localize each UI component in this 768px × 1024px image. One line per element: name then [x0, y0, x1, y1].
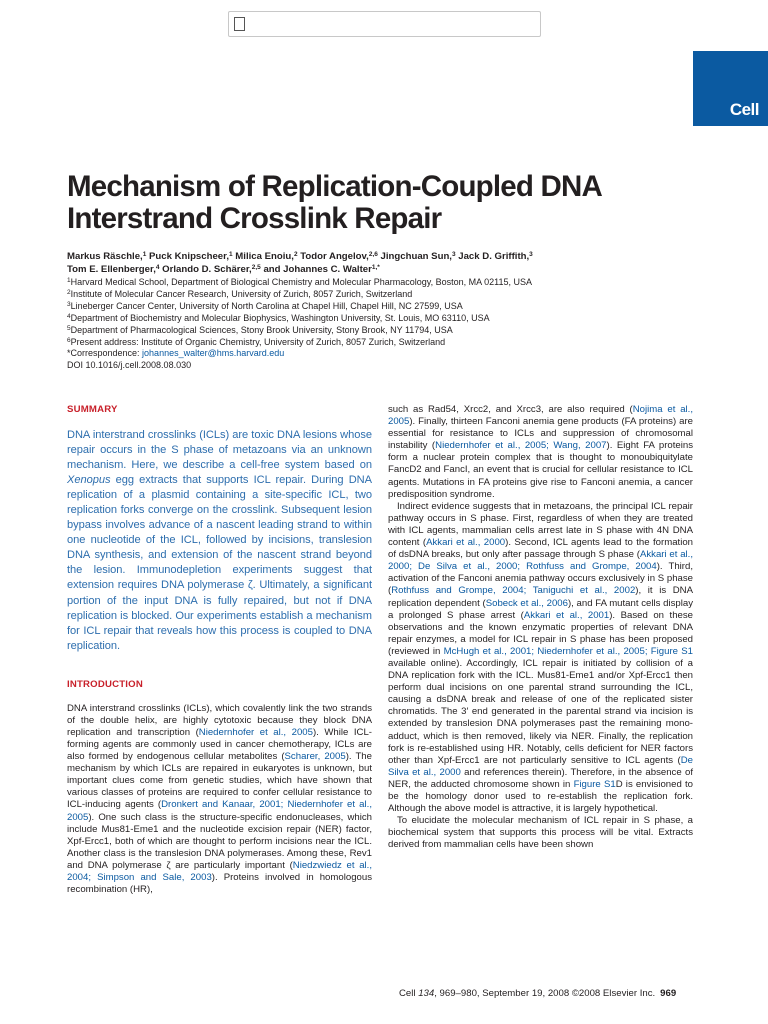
affiliation — [67, 325, 697, 337]
author-name: Todor Angelov, — [297, 251, 369, 262]
citation-link[interactable]: Dronkert and Kanaar, 2001; Niedernhofer et al., 2005 — [67, 799, 372, 823]
author-name: Jack D. Griffith, — [455, 251, 530, 262]
paragraph — [388, 815, 693, 851]
citation-link[interactable]: Niedernhofer et al., 2005; Wang, 2007 — [435, 440, 607, 452]
affiliation-text: Institute of Molecular Cancer Research, University of Zurich, 8057 Zurich, Switzerland — [70, 288, 413, 299]
affiliation-number: 5 — [67, 324, 71, 332]
citation-link[interactable]: Rothfuss and Grompe, 2004; Taniguchi et al., 2002 — [391, 585, 636, 597]
affiliation-number: 6 — [67, 336, 71, 344]
author-name: Jingchuan Sun, — [377, 251, 452, 262]
citation-link[interactable]: Sobeck et al., 2006 — [485, 597, 568, 609]
paragraph — [388, 501, 693, 815]
journal-logo — [693, 51, 768, 126]
correspondence-email[interactable]: johannes_walter@hms.harvard.edu — [142, 348, 285, 359]
affiliation — [67, 277, 697, 289]
affiliation-number: 3 — [67, 300, 71, 308]
affiliation-marker: 3 — [529, 251, 533, 258]
citation-link[interactable]: Nojima et al., 2005 — [388, 404, 693, 428]
affiliation — [67, 301, 697, 313]
text-run: available online). Accordingly, ICL repair is initiated by collision of a DNA replication fork with the ICL. Mus81-Eme1 and/or Xpf-Ercc1 then perform dual incisions on one parental strand surrounding the ICL, causing a dsDNA break and release of one of the replicated sister chromatids. The 3′ end generated in the parental strand via incision is extended by translesion DNA polymerases past the remaining mono-adduct, which is then removed, likely via NER. Finally, the replication fork is re-established using HR. Notably, cells deficient for NER factors other than Xpf-Ercc1 are not particularly sensitive to ICL agents ( — [388, 657, 693, 766]
text-run: ), and FA mutant cells display a prolonged S phase arrest ( — [388, 597, 693, 621]
affiliation — [67, 313, 697, 325]
text-run: ). The mechanism by which ICLs are repaired in eukaryotes is unknown, but important clues come from genetic studies, which have shown that various classes of proteins are required to confer cellular resistance to ICL-inducing agents ( — [67, 751, 372, 811]
text-run: ). Finally, thirteen Fanconi anemia gene products (FA proteins) are essential for resistance to ICLs and suppression of chromosomal instability ( — [388, 416, 693, 452]
left-column — [67, 404, 372, 896]
citation-link[interactable]: De Silva et al., 2000 — [388, 754, 693, 778]
text-run: ). Third, activation of the Fanconi anemia pathway occurs exclusively in S phase ( — [388, 561, 693, 597]
journal-logo-text: Cell — [729, 100, 759, 119]
text-run: ), it is DNA replication dependent ( — [388, 585, 693, 609]
text-run: ). Proteins involved in homologous recombination (HR), — [67, 872, 372, 896]
citation-link[interactable]: Akkari et al., 2001 — [523, 609, 610, 621]
text-run: ). While ICL-forming agents are commonly used in cancer chemotherapy, ICLs are also formed by endogenous cellular metabolites ( — [67, 726, 372, 763]
affiliation-marker: 2 — [293, 251, 298, 258]
affiliations — [67, 277, 697, 372]
affiliation-text: Present address: Institute of Organic Chemistry, University of Zurich, 8057 Zurich, Switzerland — [70, 336, 446, 347]
text-run: ). One such class is the structure-specific endonucleases, which include Mus81-Eme1 and the nucleotide excision repair (NER) factor, Xpf-Ercc1, both of which are thought to perform incisions near the ICL. Another class is the translesion DNA polymerases. Among these, Rev1 and DNA polymerase ζ are particularly important ( — [67, 811, 372, 871]
affiliation-marker: 1,* — [371, 264, 380, 271]
citation-link[interactable]: Akkari et al., 2000; De Silva et al., 2000; Rothfuss and Grompe, 2004 — [388, 549, 693, 573]
doi: DOI 10.1016/j.cell.2008.08.030 — [67, 360, 192, 371]
author-name: Tom E. Ellenberger, — [67, 264, 156, 275]
affiliation-marker: 1 — [229, 251, 233, 258]
author-name: Orlando D. Schärer, — [159, 264, 252, 275]
affiliation-text: Lineberger Cancer Center, University of North Carolina at Chapel Hill, Chapel Hill, NC 27599, USA — [70, 300, 463, 311]
affiliation-text: Harvard Medical School, Department of Biological Chemistry and Molecular Pharmacology, Boston, MA 02115, USA — [70, 277, 533, 287]
affiliation-text: Department of Pharmacological Sciences, Stony Brook University, Stony Brook, NY 11794, USA — [70, 324, 453, 335]
text-run: ). Based on these observations and the known enzymatic properties of relevant DNA repair enzymes, a model for ICL repair in S phase has been proposed (reviewed in — [388, 609, 693, 657]
citation-link[interactable]: Scharer, 2005 — [284, 751, 346, 763]
text-run: ). Eight FA proteins form a nuclear protein complex that is thought to monoubiquitylate FancD2 and FancI, an event that is crucial for cellular resistance to ICL agents. Mutations in FA proteins give rise to Fanconi anemia, a cancer predisposition syndrome. — [388, 440, 694, 500]
italic-term: Xenopus — [67, 474, 111, 487]
text-run: egg extracts that supports ICL repair. During DNA replication of a plasmid containing a site-specific ICL, two replication forks converge on the crosslink. Subsequent lesion bypass involves advance of a nascent leading strand to within one nucleotide of the ICL, followed by incisions, translesion DNA synthesis, and extension of the nascent strand beyond the lesion. Immunodepletion experiments suggest that extension requires DNA polymerase ζ. Ultimately, a significant portion of the input DNA is fully repaired, but not if DNA replication is blocked. Our experiments establish a mechanism for ICL repair that reveals how this process is coupled to DNA replication. — [67, 474, 372, 652]
introduction-text — [67, 703, 372, 897]
text-run: D is envisioned to be the homology donor used to re-establish the replication fork. Although the above model is attractive, it is largely hypothetical. — [388, 778, 694, 815]
author-line-1 — [67, 250, 687, 263]
affiliation-marker: 1 — [142, 251, 147, 258]
correspondence: *Correspondence: johannes_walter@hms.harvard.edu — [67, 348, 285, 359]
text-run: such as Rad54, Xrcc2, and Xrcc3, are also required ( — [388, 404, 633, 415]
author-list — [67, 250, 687, 276]
viewer-toolbar[interactable] — [228, 11, 541, 37]
article-title: Mechanism of Replication-Coupled DNA Interstrand Crosslink Repair — [67, 170, 601, 235]
text-run: To elucidate the molecular mechanism of ICL repair in S phase, a biochemical system that supports this process will be vital. Extracts derived from mammalian cells have been shown — [388, 815, 693, 851]
author-line-2 — [67, 263, 687, 276]
text-run: DNA interstrand crosslinks (ICLs), which covalently link the two strands of the double helix, are highly cytotoxic because they block DNA replication and transcription ( — [67, 702, 372, 738]
author-name: Milica Enoiu, — [232, 251, 294, 262]
right-column — [388, 404, 693, 851]
page-footer: Cell 134, 969–980, September 19, 2008 ©2008 Elsevier Inc. 969 — [399, 988, 677, 999]
affiliation-text: Department of Biochemistry and Molecular Biophysics, Washington University, St. Louis, MO 63110, USA — [70, 312, 490, 323]
citation-link[interactable]: Niedernhofer et al., 2005 — [198, 726, 313, 738]
affiliation-number: 2 — [67, 288, 71, 296]
affiliation-marker: 2,5 — [251, 264, 261, 271]
page-number: 969 — [660, 988, 677, 999]
citation-link[interactable]: McHugh et al., 2001; Niedernhofer et al., 2005; Figure S1 — [443, 645, 693, 657]
text-run: Indirect evidence suggests that in metazoans, the principal ICL repair pathway occurs in S phase. First, regardless of when they are treated with ICL agents, mammalian cells arrest late in S phase with 4N DNA content ( — [388, 500, 693, 549]
citation-link[interactable]: Niedzwiedz et al., 2004; Simpson and Sale, 2003 — [67, 859, 373, 884]
introduction-heading: INTRODUCTION — [67, 678, 143, 690]
author-name: Puck Knipscheer, — [146, 251, 230, 262]
page-icon[interactable] — [234, 17, 245, 31]
text-run: ). Second, ICL agents lead to the formation of dsDNA breaks, but only after passage through S phase ( — [388, 537, 693, 561]
citation-link[interactable]: Akkari et al., 2000 — [426, 537, 506, 549]
affiliation-marker: 3 — [451, 251, 456, 258]
affiliation — [67, 337, 697, 349]
paragraph — [388, 404, 693, 501]
affiliation-number: 1 — [67, 277, 71, 284]
affiliation-marker: 4 — [155, 264, 160, 271]
affiliation-marker: 2,6 — [368, 251, 378, 258]
volume-number: 134 — [418, 988, 435, 999]
affiliation — [67, 289, 697, 301]
affiliation-number: 4 — [67, 312, 71, 320]
summary-text — [67, 428, 372, 654]
text-run: and references therein). Therefore, in the absence of NER, the adducted chromosome shown in — [388, 766, 693, 790]
summary-heading: SUMMARY — [67, 404, 118, 415]
author-name: and Johannes C. Walter — [260, 264, 372, 275]
citation-link[interactable]: Figure S1 — [573, 778, 616, 790]
text-run: DNA interstrand crosslinks (ICLs) are toxic DNA lesions whose repair occurs in the S phase of metazoans via an unknown mechanism. Here, we describe a cell-free system based on — [67, 429, 372, 472]
author-name: Markus Räschle, — [67, 251, 143, 262]
